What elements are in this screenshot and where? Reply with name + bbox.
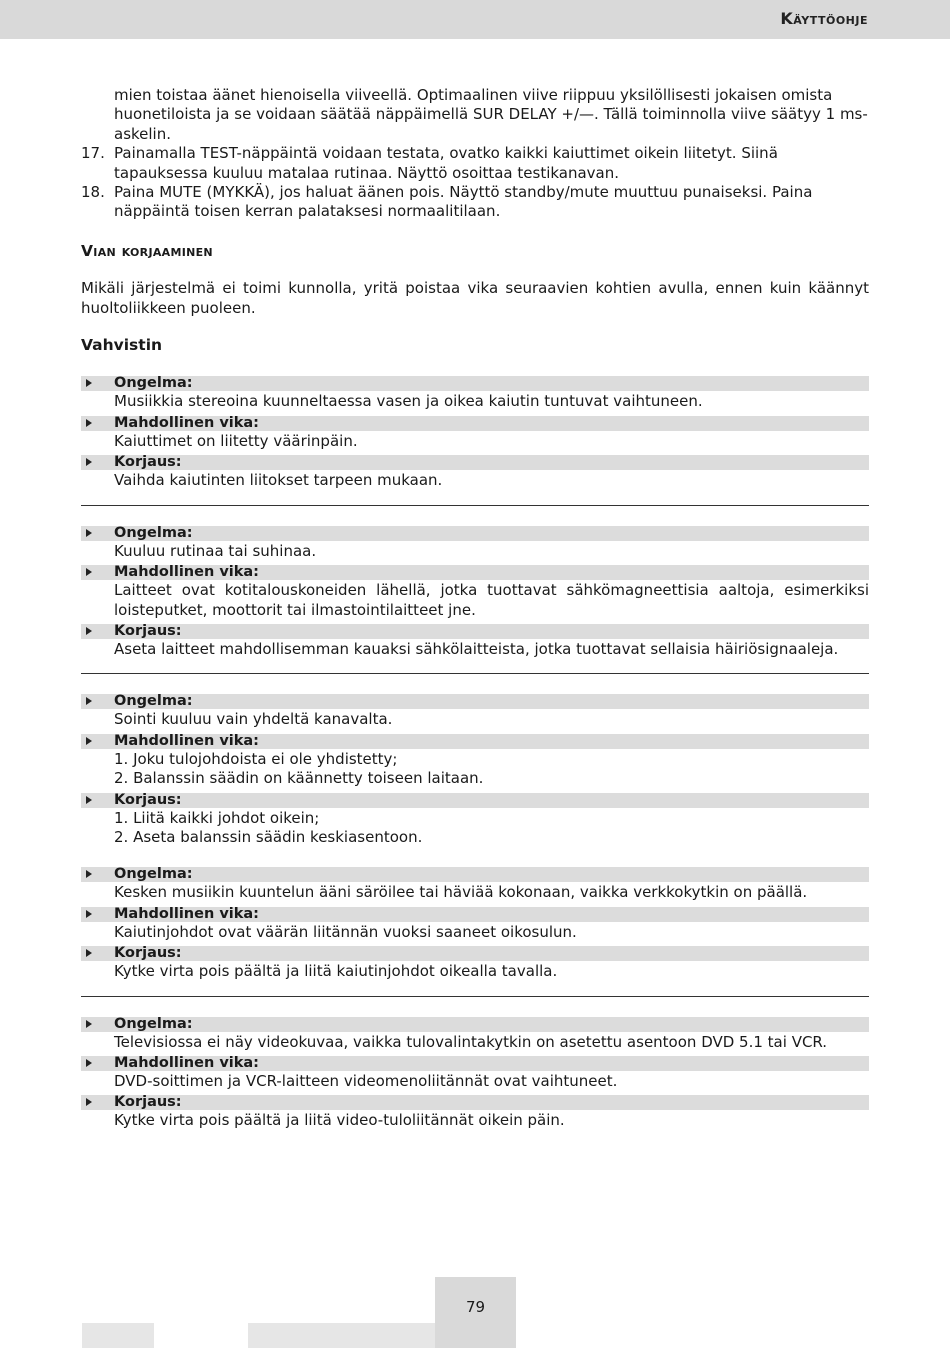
list-item bbox=[81, 144, 869, 183]
cause-label-row bbox=[81, 416, 869, 431]
fix-text-line: 1. Liitä kaikki johdot oikein; bbox=[114, 808, 320, 827]
section-intro: Mikäli järjestelmä ei toimi kunnolla, yritä poistaa vika seuraavien kohtien avulla, ennen kuin käännyt huoltoliikkeen puoleen. bbox=[81, 279, 869, 317]
page-number: 79 bbox=[465, 1298, 486, 1316]
problem-label-row bbox=[81, 694, 869, 709]
cause-label-row bbox=[81, 1056, 869, 1071]
arrow-right-icon bbox=[86, 870, 92, 878]
arrow-right-icon bbox=[86, 419, 92, 427]
fix-label-row bbox=[81, 946, 869, 961]
fix-label-row bbox=[81, 455, 869, 470]
fix-label-row bbox=[81, 1095, 869, 1110]
problem-label: Ongelma: bbox=[114, 693, 193, 710]
cause-text-line: 1. Joku tulojohdoista ei ole yhdistetty; bbox=[114, 749, 398, 768]
fix-label: Korjaus: bbox=[114, 791, 182, 808]
sub-heading: Vahvistin bbox=[81, 336, 163, 355]
item-number: 17. bbox=[81, 144, 105, 163]
troubleshooting-block bbox=[81, 694, 869, 847]
cause-text: Kaiuttimet on liitetty väärinpäin. bbox=[114, 431, 358, 450]
troubleshooting-block bbox=[81, 526, 869, 675]
arrow-right-icon bbox=[86, 949, 92, 957]
arrow-right-icon bbox=[86, 627, 92, 635]
cause-label-row bbox=[81, 734, 869, 749]
cause-label: Mahdollinen vika: bbox=[114, 414, 259, 431]
problem-label-row bbox=[81, 867, 869, 882]
cause-label-row bbox=[81, 907, 869, 922]
troubleshooting-block bbox=[81, 376, 869, 505]
footer-strip-segment bbox=[154, 1323, 248, 1348]
problem-label-row bbox=[81, 376, 869, 391]
fix-label-row bbox=[81, 793, 869, 808]
fix-text: Aseta laitteet mahdollisemman kauaksi sähkölaitteista, jotka tuottavat sellaisia häiriösignaaleja. bbox=[114, 639, 839, 658]
cause-text: Kaiutinjohdot ovat väärän liitännän vuoksi saaneet oikosulun. bbox=[114, 922, 577, 941]
arrow-right-icon bbox=[86, 568, 92, 576]
cause-label: Mahdollinen vika: bbox=[114, 564, 259, 581]
troubleshooting-block bbox=[81, 867, 869, 996]
item-number: 18. bbox=[81, 183, 105, 202]
arrow-right-icon bbox=[86, 458, 92, 466]
problem-text: Musiikkia stereoina kuunneltaessa vasen ja oikea kaiutin tuntuvat vaihtuneen. bbox=[114, 392, 703, 411]
fix-label-row bbox=[81, 624, 869, 639]
fix-text-line: 2. Aseta balanssin säädin keskiasentoon. bbox=[114, 827, 423, 846]
fix-text: Vaihda kaiutinten liitokset tarpeen mukaan. bbox=[114, 471, 443, 490]
problem-label-row bbox=[81, 526, 869, 541]
divider bbox=[81, 673, 869, 674]
arrow-right-icon bbox=[86, 796, 92, 804]
fix-text: Kytke virta pois päältä ja liitä kaiutinjohdot oikealla tavalla. bbox=[114, 962, 558, 981]
arrow-right-icon bbox=[86, 529, 92, 537]
header-title: Käyttöohje bbox=[780, 9, 868, 28]
section-heading: Vian korjaaminen bbox=[81, 241, 213, 260]
problem-label: Ongelma: bbox=[114, 524, 193, 541]
arrow-right-icon bbox=[86, 1059, 92, 1067]
troubleshooting-block bbox=[81, 1017, 869, 1131]
problem-label: Ongelma: bbox=[114, 1015, 193, 1032]
fix-label: Korjaus: bbox=[114, 454, 182, 471]
problem-label: Ongelma: bbox=[114, 866, 193, 883]
fix-text: Kytke virta pois päältä ja liitä video-tuloliitännät oikein päin. bbox=[114, 1111, 565, 1130]
cause-label: Mahdollinen vika: bbox=[114, 732, 259, 749]
footer-strip bbox=[82, 1323, 435, 1348]
arrow-right-icon bbox=[86, 910, 92, 918]
cause-label-row bbox=[81, 565, 869, 580]
fix-label: Korjaus: bbox=[114, 1094, 182, 1111]
page-content bbox=[81, 86, 869, 1131]
problem-label: Ongelma: bbox=[114, 375, 193, 392]
cause-label: Mahdollinen vika: bbox=[114, 1054, 259, 1071]
divider bbox=[81, 996, 869, 997]
divider bbox=[81, 505, 869, 506]
cause-text: DVD-soittimen ja VCR-laitteen videomenoliitännät ovat vaihtuneet. bbox=[114, 1071, 618, 1090]
arrow-right-icon bbox=[86, 697, 92, 705]
problem-text: Kuuluu rutinaa tai suhinaa. bbox=[114, 541, 317, 560]
arrow-right-icon bbox=[86, 379, 92, 387]
item-text: Painamalla TEST-näppäintä voidaan testata, ovatko kaikki kaiuttimet oikein liitetyt. Siinä tapauksessa kuuluu matalaa rutinaa. Näyttö osoittaa testikanavan. bbox=[114, 144, 778, 182]
fix-label: Korjaus: bbox=[114, 622, 182, 639]
list-item bbox=[81, 183, 869, 222]
fix-label: Korjaus: bbox=[114, 945, 182, 962]
problem-text: Kesken musiikin kuuntelun ääni säröilee tai häviää kokonaan, vaikka verkkokytkin on päällä. bbox=[114, 883, 808, 902]
intro bbox=[81, 86, 869, 222]
cause-text: Laitteet ovat kotitalouskoneiden lähellä, jotka tuottavat sähkömagneettisia aaltoja, esimerkiksi loisteputket, moottorit tai ilmastointilaitteet jne. bbox=[114, 581, 869, 619]
arrow-right-icon bbox=[86, 1098, 92, 1106]
arrow-right-icon bbox=[86, 1020, 92, 1028]
arrow-right-icon bbox=[86, 737, 92, 745]
problem-text: Televisiossa ei näy videokuvaa, vaikka tulovalintakytkin on asetettu asentoon DVD 5.1 tai VCR. bbox=[114, 1032, 828, 1051]
cause-label: Mahdollinen vika: bbox=[114, 905, 259, 922]
intro-continuation: mien toistaa äänet hienoisella viiveellä. Optimaalinen viive riippuu yksilöllisesti jokaisen omista huonetiloista ja se voidaan säätää näppäimellä SUR DELAY +/—. Tällä toiminnolla viive säätyy 1 ms-askelin. bbox=[114, 86, 868, 143]
problem-label-row bbox=[81, 1017, 869, 1032]
cause-text-line: 2. Balanssin säädin on käännetty toiseen laitaan. bbox=[114, 769, 484, 788]
problem-text: Sointi kuuluu vain yhdeltä kanavalta. bbox=[114, 710, 393, 729]
item-text: Paina MUTE (MYKKÄ), jos haluat äänen pois. Näyttö standby/mute muuttuu punaiseksi. Paina näppäintä toisen kerran palataksesi normaalitilaan. bbox=[114, 183, 813, 221]
